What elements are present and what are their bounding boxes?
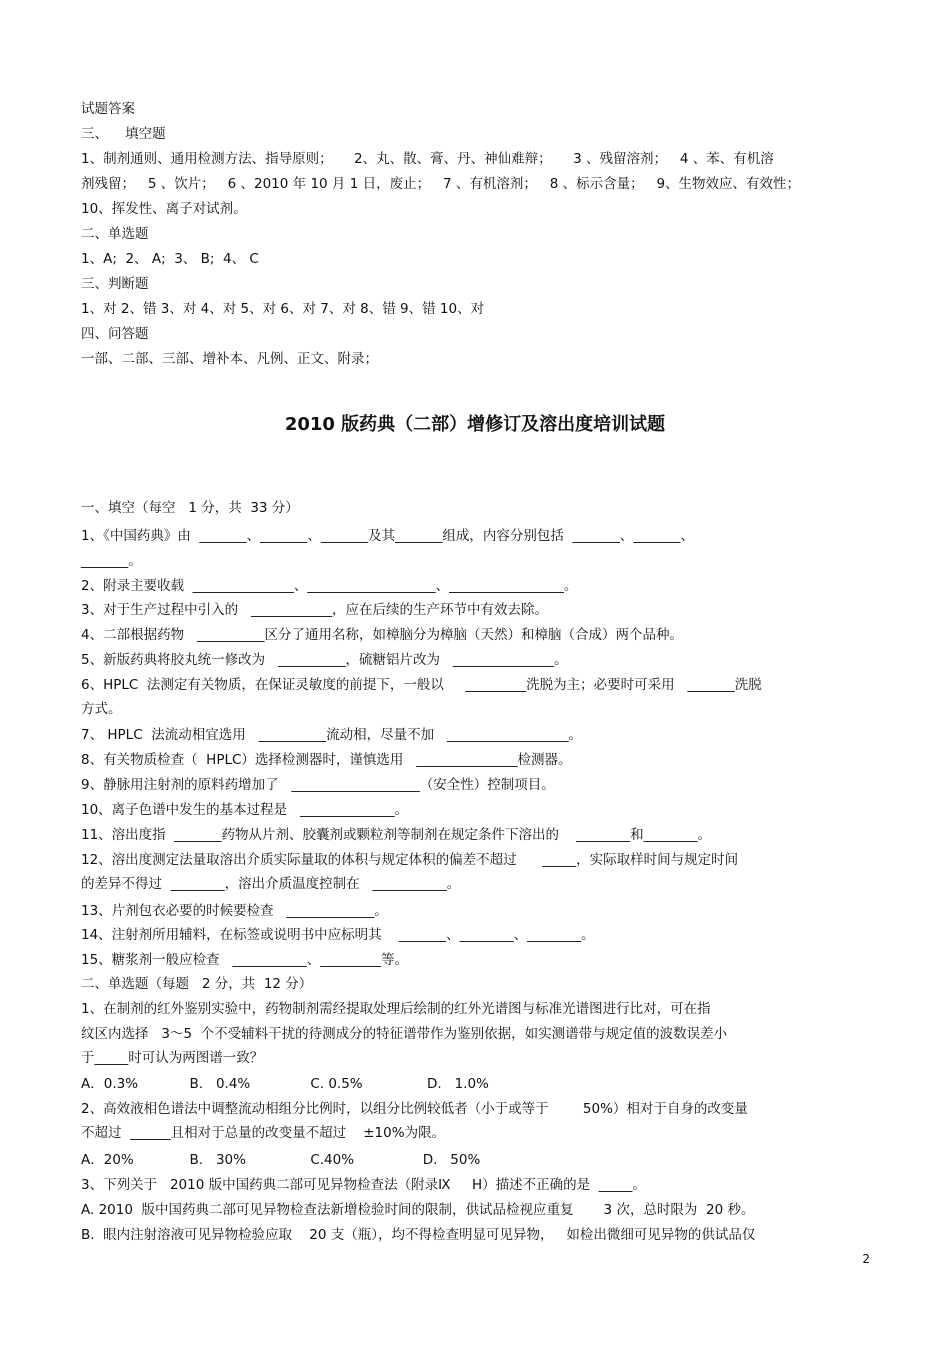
answers-heading: 试题答案 bbox=[81, 101, 135, 117]
exam-line: 3、对于生产过程中引入的 ____________，应在后续的生产环节中有效去除。 bbox=[81, 602, 548, 618]
exam-line: 方式。 bbox=[81, 701, 122, 717]
answers-line: 二、单选题 bbox=[81, 226, 149, 242]
exam-line: 3、下列关于 2010 版中国药典二部可见异物检查法（附录Ⅸ H）描述不正确的是 _____。 bbox=[81, 1177, 646, 1193]
answers-line: 一部、二部、三部、增补本、凡例、正文、附录； bbox=[81, 351, 378, 367]
exam-line: 2、附录主要收载 _______________、___________________、_________________。 bbox=[81, 578, 578, 594]
exam-line: 2、高效液相色谱法中调整流动相组分比例时，以组分比例较低者（小于或等于 50%）相对于自身的改变量 bbox=[81, 1101, 748, 1117]
page-number: 2 bbox=[862, 1252, 870, 1266]
answers-line: 三、 填空题 bbox=[81, 126, 166, 142]
exam-line: 一、填空（每空 1 分，共 33 分） bbox=[81, 500, 299, 516]
exam-line: 于_____时可认为两图谱一致？ bbox=[81, 1050, 264, 1066]
exam-line: 二、单选题（每题 2 分，共 12 分） bbox=[81, 976, 313, 992]
exam-line: B. 眼内注射溶液可见异物检验应取 20 支（瓶），均不得检查明显可见异物， 如检出微细可见异物的供试品仅 bbox=[81, 1227, 756, 1243]
exam-line: 12、溶出度测定法量取溶出介质实际量取的体积与规定体积的偏差不超过 _____，实际取样时间与规定时间 bbox=[81, 852, 739, 868]
exam-line: 6、HPLC 法测定有关物质，在保证灵敏度的前提下，一般以 _________洗脱为主；必要时可采用 _______洗脱 bbox=[81, 677, 762, 693]
exam-line: 10、离子色谱中发生的基本过程是 ______________。 bbox=[81, 802, 409, 818]
answers-line: 1、A; 2、 A; 3、 B; 4、 C bbox=[81, 251, 259, 267]
exam-title: 2010 版药典（二部）增修订及溶出度培训试题 bbox=[284, 414, 666, 435]
exam-line: 13、片剂包衣必要的时候要检查 _____________。 bbox=[81, 903, 388, 919]
exam-line: 5、新版药典将胶丸统一修改为 __________，硫糖铝片改为 _______________。 bbox=[81, 652, 568, 668]
answers-line: 1、制剂通则、通用检测方法、指导原则； 2、丸、散、膏、丹、神仙难辩； 3 、残留溶剂； 4 、苯、有机溶 bbox=[81, 151, 774, 167]
answers-line: 10、挥发性、离子对试剂。 bbox=[81, 201, 247, 217]
exam-line: A. 2010 版中国药典二部可见异物检查法新增检验时间的限制，供试品检视应重复 3 次，总时限为 20 秒。 bbox=[81, 1202, 755, 1218]
exam-line: A．0.3% B. 0.4% C. 0.5% D. 1.0% bbox=[81, 1076, 489, 1092]
exam-line: 不超过 ______且相对于总量的改变量不超过 ±10%为限。 bbox=[81, 1125, 446, 1141]
exam-line: 11、溶出度指 _______药物从片剂、胶囊剂或颗粒剂等制剂在规定条件下溶出的 ________和________。 bbox=[81, 827, 712, 843]
exam-line: 纹区内选择 3～5 个不受辅料干扰的待测成分的特征谱带作为鉴别依据，如实测谱带与规定值的波数误差小 bbox=[81, 1026, 728, 1042]
exam-line: 1、《中国药典》由 _______、_______、_______及其_______组成，内容分别包括 _______、_______、 bbox=[81, 528, 695, 544]
answers-line: 三、判断题 bbox=[81, 276, 149, 292]
exam-line: 8、有关物质检查（ HPLC）选择检测器时，谨慎选用 _______________检测器。 bbox=[81, 752, 572, 768]
exam-line: 9、静脉用注射剂的原料药增加了 ___________________（安全性）控制项目。 bbox=[81, 777, 555, 793]
exam-line: _______。 bbox=[81, 553, 142, 569]
answers-line: 四、问答题 bbox=[81, 326, 149, 342]
answers-line: 剂残留； 5 、饮片； 6 、2010 年 10 月 1 日，废止； 7 、有机溶剂； 8 、标示含量； 9、生物效应、有效性； bbox=[81, 176, 801, 192]
exam-line: 1、在制剂的红外鉴别实验中，药物制剂需经提取处理后绘制的红外光谱图与标准光谱图进行比对，可在指 bbox=[81, 1001, 711, 1017]
exam-line: 15、糖浆剂一般应检查 ___________、_________等。 bbox=[81, 952, 409, 968]
exam-line: 的差异不得过 ________，溶出介质温度控制在 ___________。 bbox=[81, 876, 461, 892]
exam-line: A．20% B. 30% C.40% D. 50% bbox=[81, 1152, 481, 1168]
exam-line: 14、注射剂所用辅料，在标签或说明书中应标明其 _______、________、________。 bbox=[81, 927, 595, 943]
exam-line: 4、二部根据药物 __________区分了通用名称，如樟脑分为樟脑（天然）和樟脑（合成）两个品种。 bbox=[81, 627, 683, 643]
exam-line: 7、 HPLC 法流动相宜选用 __________流动相，尽量不加 __________________。 bbox=[81, 727, 582, 743]
answers-line: 1、对 2、错 3、对 4、对 5、对 6、对 7、对 8、错 9、错 10、对 bbox=[81, 301, 485, 317]
